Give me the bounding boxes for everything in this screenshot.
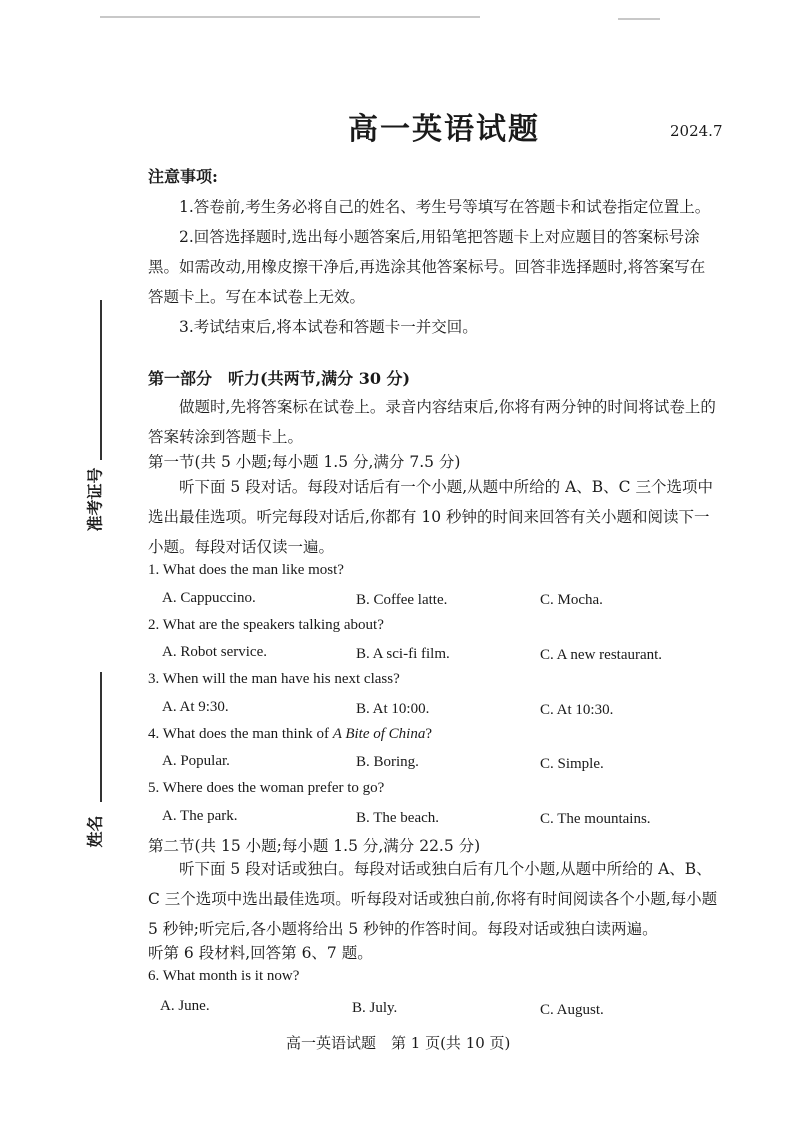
question-4-stem-title: A Bite of China [332,726,426,742]
section1-instructions-block [148,472,718,562]
section2-heading: 第二节(共 15 小题;每小题 1.5 分,满分 22.5 分) [148,837,481,855]
notice-item-1: 1.答卷前,考生务必将自己的姓名、考生号等填写在答题卡和试卷指定位置上。 [179,198,711,216]
section2-instructions-block [148,854,718,944]
page-title: 高一英语试题 [348,112,540,147]
question-2-stem: 2. What are the speakers talking about? [148,617,384,633]
question-1-stem: 1. What does the man like most? [148,562,344,578]
name-write-line [100,672,102,802]
name-label: 姓名 [85,815,105,848]
part1-intro: 做题时,先将答案标在试卷上。录音内容结束后,你将有两分钟的时间将试卷上的答案转涂到答题卡上。 [148,398,716,446]
question-4-stem-prefix: 4. What does the man think of [148,726,333,742]
part1-heading: 第一部分 听力(共两节,满分 30 分) [148,369,411,388]
section1-instructions: 听下面 5 段对话。每段对话后有一个小题,从题中所给的 A、B、C 三个选项中选出最佳选项。听完每段对话后,你都有 10 秒钟的时间来回答有关小题和阅读下一小题。每段对话仅读一遍。 [148,478,713,556]
question-1-option-b: B. Coffee latte. [356,592,448,608]
question-5-stem: 5. Where does the woman prefer to go? [148,780,385,796]
notice-heading: 注意事项: [148,167,218,186]
question-1-option-a: A. Cappuccino. [162,590,256,606]
scan-mark-left [100,16,480,18]
exam-id-label: 准考证号 [85,467,105,532]
page-footer: 高一英语试题 第 1 页(共 10 页) [286,1034,511,1052]
question-3-option-c: C. At 10:30. [540,702,614,718]
question-2-option-b: B. A sci-fi film. [356,646,450,662]
question-6-option-c: C. August. [540,1002,604,1018]
question-4-stem [148,726,432,743]
exam-id-write-line [100,300,102,460]
scan-mark-right [618,18,660,20]
question-2-option-c: C. A new restaurant. [540,647,663,663]
question-4-stem-suffix: ? [425,726,432,742]
question-6-option-a: A. June. [160,998,210,1014]
question-3-option-a: A. At 9:30. [162,699,229,715]
question-3-stem: 3. When will the man have his next class? [148,671,400,687]
question-3-option-b: B. At 10:00. [356,701,430,717]
exam-date: 2024.7 [670,122,723,140]
material-note: 听第 6 段材料,回答第 6、7 题。 [148,944,373,962]
question-4-option-b: B. Boring. [356,754,419,770]
section1-heading: 第一节(共 5 小题;每小题 1.5 分,满分 7.5 分) [148,453,461,471]
question-6-option-b: B. July. [352,1000,398,1016]
notice-item-3: 3.考试结束后,将本试卷和答题卡一并交回。 [179,318,478,336]
question-4-option-a: A. Popular. [162,753,230,769]
question-5-option-c: C. The mountains. [540,811,651,827]
notice-body [148,192,718,342]
notice-item-2: 2.回答选择题时,选出每小题答案后,用铅笔把答题卡上对应题目的答案标号涂黑。如需改动,用橡皮擦干净后,再选涂其他答案标号。回答非选择题时,将答案写在答题卡上。写在本试卷上无效。 [148,228,706,306]
section2-instructions: 听下面 5 段对话或独白。每段对话或独白后有几个小题,从题中所给的 A、B、C 三个选项中选出最佳选项。听每段对话或独白前,你将有时间阅读各个小题,每小题 5 秒钟;听完后,各小题将给出 5 秒钟的作答时间。每段对话或独白读两遍。 [148,860,718,938]
question-6-stem: 6. What month is it now? [148,968,300,984]
question-2-option-a: A. Robot service. [162,644,267,660]
question-5-option-a: A. The park. [162,808,238,824]
question-5-option-b: B. The beach. [356,810,440,826]
part1-intro-block [148,392,718,452]
question-4-option-c: C. Simple. [540,756,604,772]
question-1-option-c: C. Mocha. [540,592,603,608]
